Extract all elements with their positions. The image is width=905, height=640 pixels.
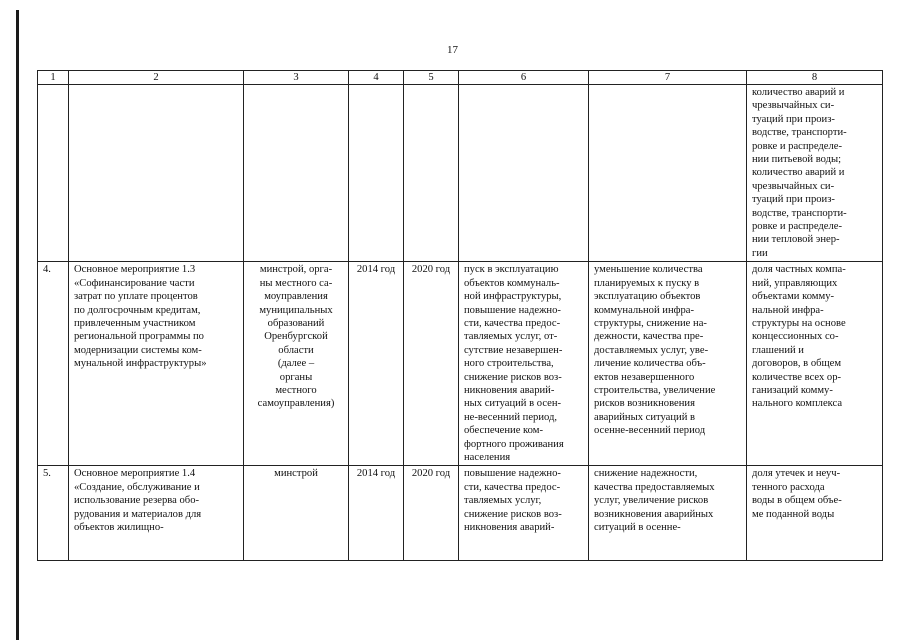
column-number-row (38, 71, 883, 85)
end-year-cell: 2020 год (411, 468, 451, 480)
column-number-3: 3 (244, 71, 349, 85)
consequence-cell: уменьшение количества планируемых к пуску в эксплуатацию объектов коммунальной инфра- структуры, снижение на- дежности, качества пре- доставляемых услуг, уве- личение количества объ- ектов незавершенного строительства, увеличение рисков возникновения аварийных ситуаций в осенне-весенний период (589, 262, 747, 466)
continuation-indicator-cell: количество аварий и чрезвычайных си- туаций при произ- водстве, транспорти- ровке и распределе- нии питьевой воды; количество аварий и чрезвычайных си- туаций при произ- водстве, транспорти- ровке и распределе- нии тепловой энер- гии (747, 85, 883, 262)
end-year-cell: 2020 год (404, 262, 459, 466)
table-row (38, 466, 883, 561)
event-name-cell: Основное мероприятие 1.3 «Софинансирование части затрат по уплате процентов по долгосрочным кредитам, привлеченным участником региональной программы по модернизации системы ком- мунальной инфраструктуры» (69, 262, 244, 466)
column-number-8: 8 (747, 71, 883, 85)
start-year-cell: 2014 год (356, 468, 396, 480)
column-number-6: 6 (459, 71, 589, 85)
continuation-cell-4 (349, 85, 404, 262)
column-number-7: 7 (589, 71, 747, 85)
table-row (38, 262, 883, 466)
column-number-4: 4 (349, 71, 404, 85)
executor-cell: минстрой, орга- ны местного са- моуправления муниципальных образований Оренбургской области (далее – органы местного самоуправления) (244, 262, 349, 466)
indicator-cell: доля частных компа- ний, управляющих объектами комму- нальной инфра- структуры на основе концессионных со- глашений и договоров, в общем количестве всех ор- ганизаций комму- нального комплекса (747, 262, 883, 466)
continuation-row (38, 85, 883, 262)
expected-result-cell: пуск в эксплуатацию объектов коммуналь- ной инфраструктуры, повышение надежно- сти, качества предос- тавляемых услуг, от- сутствие незавершен- ного строительства, снижение рисков воз- никновения аварий- ных ситуаций в осен- не-весенний период, обеспечение ком- фортного проживания населения (459, 262, 589, 466)
start-year-cell: 2014 год (349, 262, 404, 466)
column-number-2: 2 (69, 71, 244, 85)
expected-result-cell: повышение надежно- сти, качества предос- тавляемых услуг, снижение рисков воз- никновения аварий- (464, 468, 562, 533)
row-number-cell: 4. (38, 262, 69, 466)
consequence-cell: снижение надежности, качества предоставляемых услуг, увеличение рисков возникновения аварийных ситуаций в осенне- (594, 468, 715, 533)
row-number-cell: 5. (43, 468, 51, 480)
executor-cell: минстрой (274, 468, 318, 480)
scan-edge-line (16, 10, 19, 640)
continuation-cell-3 (244, 85, 349, 262)
continuation-cell-5 (404, 85, 459, 262)
page-number: 17 (447, 44, 458, 56)
event-name-cell: Основное мероприятие 1.4 «Создание, обслуживание и использование резерва обо- рудования и материалов для объектов жилищно- (74, 468, 202, 533)
column-number-5: 5 (404, 71, 459, 85)
column-number-1: 1 (38, 71, 69, 85)
continuation-cell-6 (459, 85, 589, 262)
indicator-cell: доля утечек и неуч- тенного расхода воды в общем объе- ме поданной воды (752, 468, 842, 520)
continuation-cell-7 (589, 85, 747, 262)
continuation-cell-1 (38, 85, 69, 262)
measures-table (37, 70, 883, 561)
continuation-cell-2 (69, 85, 244, 262)
